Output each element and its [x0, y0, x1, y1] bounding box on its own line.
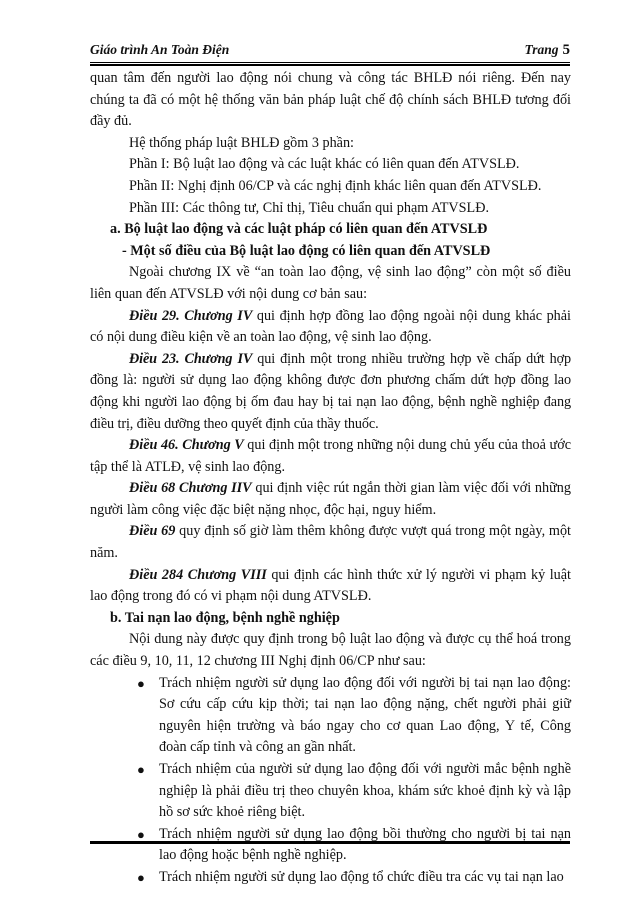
article-paragraph: [90, 478, 571, 521]
bullet-icon: ●: [137, 869, 145, 885]
bullet-icon: ●: [137, 675, 145, 691]
list-item-text: Trách nhiệm của người sử dụng lao động đối với người mắc bệnh nghề nghiệp là phải điều trị theo chuyên khoa, khám sức khoẻ định kỳ và lập hồ sơ sức khoẻ riêng biệt.: [159, 761, 571, 821]
bullet-list: [90, 673, 571, 889]
paragraph: Ngoài chương IX về “an toàn lao động, vệ sinh lao động” còn một số điều liên quan đến ATVSLĐ với nội dung cơ bản sau:: [90, 264, 571, 302]
article-ref: Điều 68 Chương IIV: [129, 480, 252, 497]
article-ref: Điều 23. Chương IV: [129, 350, 253, 367]
article-text: qui định một trong những nội dung chủ yếu của thoả ước tập thể là ATLĐ, vệ sinh lao động.: [90, 437, 571, 475]
page-number: 5: [562, 42, 570, 58]
list-item: [90, 824, 571, 867]
list-item: [90, 867, 571, 889]
bullet-icon: ●: [137, 762, 145, 777]
section-heading-b: b. Tai nạn lao động, bệnh nghề nghiệp: [110, 609, 340, 626]
paragraph: Phần II: Nghị định 06/CP và các nghị định khác liên quan đến ATVSLĐ.: [129, 177, 542, 194]
article-ref: Điều 284 Chương VIII: [129, 566, 267, 583]
article-paragraph: [90, 435, 571, 478]
article-paragraph: [90, 349, 571, 435]
paragraph: Phần I: Bộ luật lao động và các luật khác có liên quan đến ATVSLĐ.: [129, 156, 520, 173]
section-heading-a: a. Bộ luật lao động và các luật pháp có liên quan đến ATVSLĐ: [110, 221, 488, 238]
list-item-text: Trách nhiệm người sử dụng lao động tổ chức điều tra các vụ tai nạn lao: [159, 868, 564, 885]
header-page: [524, 42, 570, 59]
header-divider: [90, 62, 570, 66]
list-item: [90, 673, 571, 759]
list-item-text: Trách nhiệm người sử dụng lao động đối với người bị tai nạn lao động: Sơ cứu cấp cứu kịp thời; tai nạn lao động nặng, chết người phải giữ nguyên hiện trường và báo ngay cho cơ quan Lao động, Y tế, Công đoàn cấp tỉnh và công an gần nhất.: [159, 674, 571, 756]
running-header: [90, 42, 570, 62]
paragraph: Nội dung này được quy định trong bộ luật lao động và được cụ thể hoá trong các điều 9, 10, 11, 12 chương III Nghị định 06/CP như sau:: [90, 631, 571, 670]
page-body: [90, 68, 571, 889]
article-text: qui định các hình thức xử lý người vi phạm kỷ luật lao động trong đó có vi phạm nội dung ATVSLĐ.: [90, 566, 571, 605]
article-ref: Điều 29. Chương IV: [129, 307, 253, 324]
article-ref: Điều 46. Chương V: [129, 437, 244, 454]
footer-divider: [90, 841, 570, 844]
header-title: Giáo trình An Toàn Điện: [90, 42, 230, 57]
bullet-icon: ●: [137, 826, 145, 842]
article-text: qui định việc rút ngắn thời gian làm việc đối với những người làm công việc đặc biệt nặng nhọc, độc hại, nguy hiểm.: [90, 480, 571, 518]
header-page-label: Trang: [524, 42, 559, 57]
article-paragraph: [90, 306, 571, 349]
article-ref: Điều 69: [129, 523, 176, 540]
list-item-text: Trách nhiệm người sử dụng lao động bồi thường cho người bị tai nạn lao động hoặc bệnh nghề nghiệp.: [159, 825, 571, 864]
article-text: qui định hợp đồng lao động ngoài nội dung khác phải có nội dung điều kiện về an toàn lao động, vệ sinh lao động.: [90, 307, 571, 346]
section-subheading: - Một số điều của Bộ luật lao động có liên quan đến ATVSLĐ: [122, 242, 491, 259]
paragraph: Phần III: Các thông tư, Chỉ thị, Tiêu chuẩn qui phạm ATVSLĐ.: [129, 199, 489, 216]
article-paragraph: [90, 565, 571, 608]
article-paragraph: [90, 521, 571, 564]
paragraph: Hệ thống pháp luật BHLĐ gồm 3 phần:: [129, 134, 354, 151]
list-item: [90, 759, 571, 824]
paragraph: quan tâm đến người lao động nói chung và công tác BHLĐ nói riêng. Đến nay chúng ta đã có một hệ thống văn bản pháp luật chế độ chính sách BHLĐ tương đối đầy đủ.: [90, 70, 571, 130]
article-text: quy định số giờ làm thêm không được vượt quá trong một ngày, một năm.: [90, 523, 572, 562]
article-text: qui định một trong nhiều trường hợp về chấp dứt hợp đồng là: người sử dụng lao động không được đơn phương chấm dứt hợp đồng lao động khi người lao động bị ốm đau hay bị tai nạn lao động, bệnh nghề nghiệp đang điều trị, điều dưỡng theo quyết định của thầy thuốc.: [90, 350, 572, 432]
